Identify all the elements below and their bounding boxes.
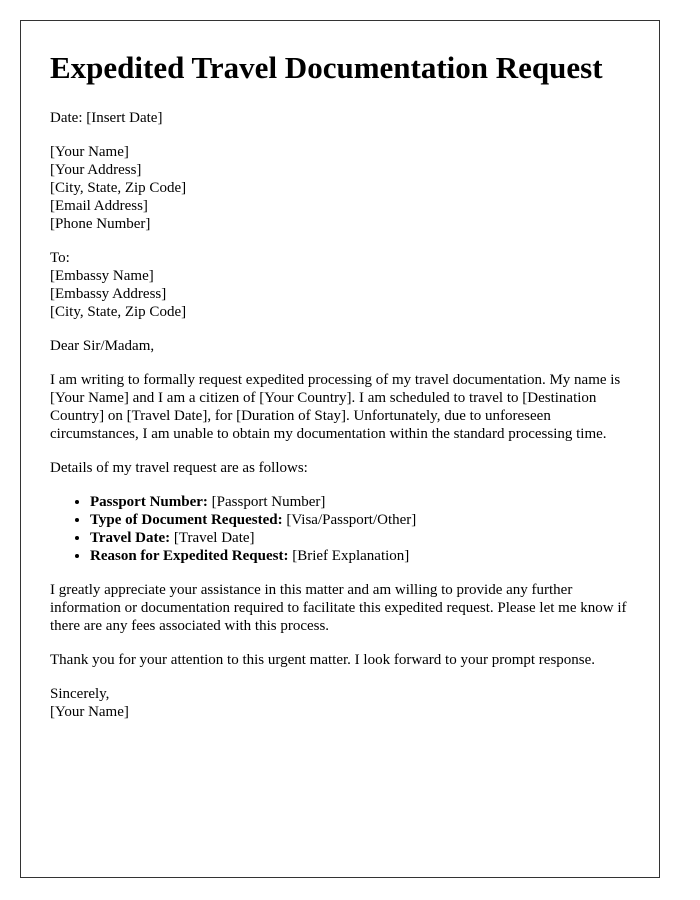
letter-page	[20, 20, 660, 878]
letter-title: Expedited Travel Documentation Request	[50, 50, 603, 85]
recipient-embassy-address: [Embassy Address]	[50, 286, 167, 302]
details-value: [Passport Number]	[207, 494, 326, 510]
closing-block	[50, 685, 640, 721]
details-label: Reason for Expedited Request:	[90, 548, 289, 564]
sender-block	[50, 143, 640, 233]
signature: [Your Name]	[50, 704, 129, 720]
details-value: [Travel Date]	[170, 530, 255, 546]
sender-name: [Your Name]	[50, 144, 129, 160]
salutation: Dear Sir/Madam,	[50, 338, 155, 354]
recipient-block	[50, 249, 640, 321]
closing: Sincerely,	[50, 686, 110, 702]
sender-email: [Email Address]	[50, 198, 148, 214]
sender-address: [Your Address]	[50, 162, 142, 178]
body-paragraph-2: I greatly appreciate your assistance in this matter and am willing to provide any further information or documentation required to facilitate this expedited request. Please let me know if there are any fees associated with this process.	[50, 582, 627, 634]
sender-phone: [Phone Number]	[50, 216, 151, 232]
body-paragraph-1: I am writing to formally request expedited processing of my travel documentation. My name is [Your Name] and I am a citizen of [Your Country]. I am scheduled to travel to [Destination Country] on [Travel Date], for [Duration of Stay]. Unfortunately, due to unforeseen circumstances, I am unable to obtain my documentation within the standard processing time.	[50, 372, 621, 442]
details-label: Travel Date:	[90, 530, 171, 546]
details-value: [Brief Explanation]	[288, 548, 410, 564]
letter-content	[50, 49, 640, 737]
recipient-to: To:	[50, 250, 70, 266]
date-line: Date: [Insert Date]	[50, 110, 163, 126]
details-item-travel-date	[90, 529, 640, 547]
details-item-passport	[90, 493, 640, 511]
recipient-city: [City, State, Zip Code]	[50, 304, 187, 320]
details-value: [Visa/Passport/Other]	[282, 512, 417, 528]
details-intro: Details of my travel request are as follows:	[50, 460, 308, 476]
body-paragraph-3: Thank you for your attention to this urgent matter. I look forward to your prompt response.	[50, 652, 596, 668]
details-label: Type of Document Requested:	[90, 512, 283, 528]
details-label: Passport Number:	[90, 494, 208, 510]
details-list	[50, 493, 640, 565]
sender-city: [City, State, Zip Code]	[50, 180, 187, 196]
recipient-embassy-name: [Embassy Name]	[50, 268, 154, 284]
details-item-document-type	[90, 511, 640, 529]
details-item-reason	[90, 547, 640, 565]
